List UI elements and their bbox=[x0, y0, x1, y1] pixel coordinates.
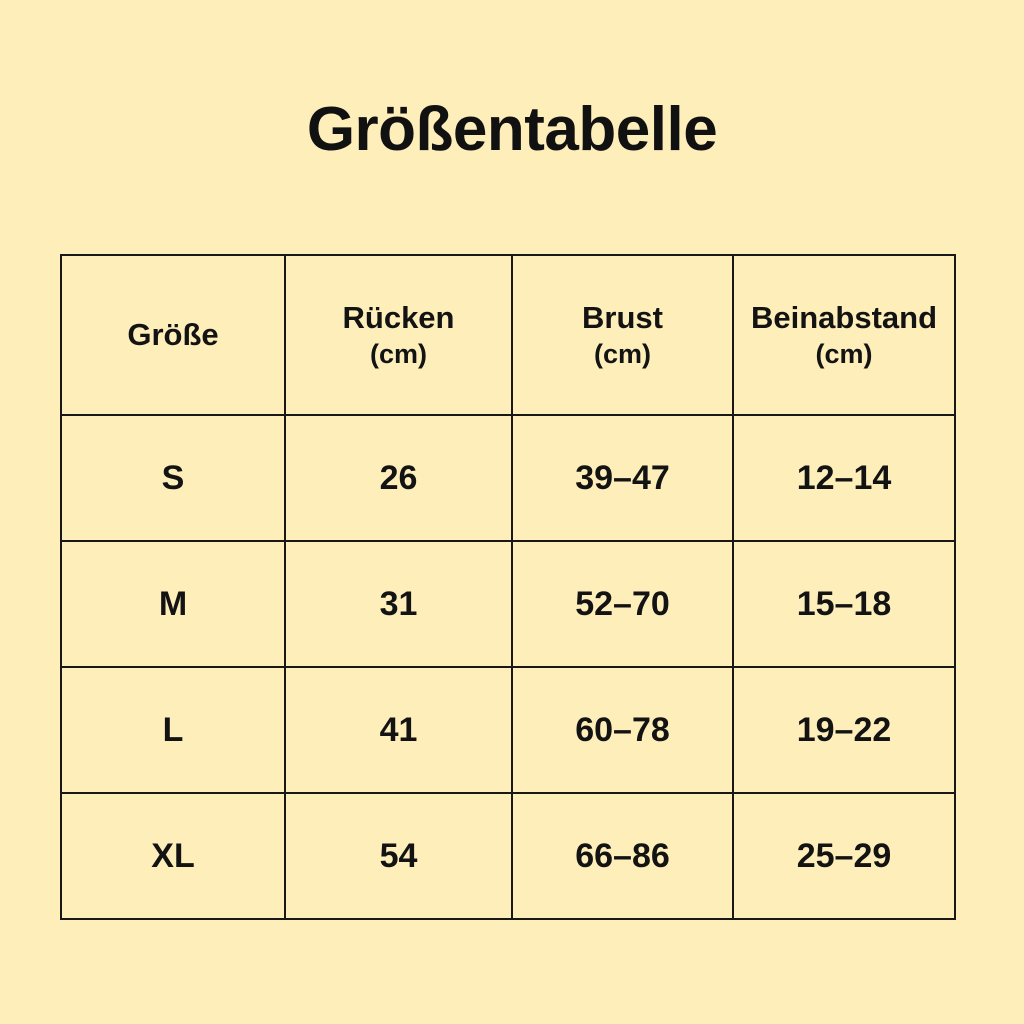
page-title: Größentabelle bbox=[306, 95, 718, 164]
cell-back: 54 bbox=[285, 793, 512, 919]
column-header-back-unit: (cm) bbox=[369, 338, 427, 369]
column-header-leg-unit: (cm) bbox=[815, 338, 873, 369]
cell-back: 31 bbox=[285, 541, 512, 667]
cell-size: XL bbox=[61, 793, 285, 919]
cell-back: 41 bbox=[285, 667, 512, 793]
size-table bbox=[60, 254, 956, 920]
column-header-chest-label: Brust bbox=[582, 299, 663, 335]
column-header-back-label: Rücken bbox=[342, 299, 455, 335]
cell-back: 26 bbox=[285, 415, 512, 541]
cell-leg: 25–29 bbox=[733, 793, 955, 919]
column-header-chest-unit: (cm) bbox=[593, 338, 651, 369]
table-header bbox=[61, 255, 955, 415]
cell-chest: 39–47 bbox=[512, 415, 733, 541]
table-row bbox=[61, 793, 955, 919]
size-table-container bbox=[60, 254, 954, 920]
column-header-leg bbox=[733, 255, 955, 415]
cell-chest: 66–86 bbox=[512, 793, 733, 919]
column-header-back bbox=[285, 255, 512, 415]
cell-size: S bbox=[61, 415, 285, 541]
column-header-size-label: Größe bbox=[127, 316, 219, 352]
cell-size: L bbox=[61, 667, 285, 793]
table-body bbox=[61, 415, 955, 919]
table-header-row bbox=[61, 255, 955, 415]
cell-leg: 15–18 bbox=[733, 541, 955, 667]
column-header-size bbox=[61, 255, 285, 415]
column-header-leg-label: Beinabstand bbox=[750, 299, 938, 335]
column-header-chest bbox=[512, 255, 733, 415]
table-row bbox=[61, 667, 955, 793]
table-row bbox=[61, 541, 955, 667]
cell-chest: 52–70 bbox=[512, 541, 733, 667]
cell-leg: 19–22 bbox=[733, 667, 955, 793]
cell-leg: 12–14 bbox=[733, 415, 955, 541]
cell-size: M bbox=[61, 541, 285, 667]
table-row bbox=[61, 415, 955, 541]
cell-chest: 60–78 bbox=[512, 667, 733, 793]
